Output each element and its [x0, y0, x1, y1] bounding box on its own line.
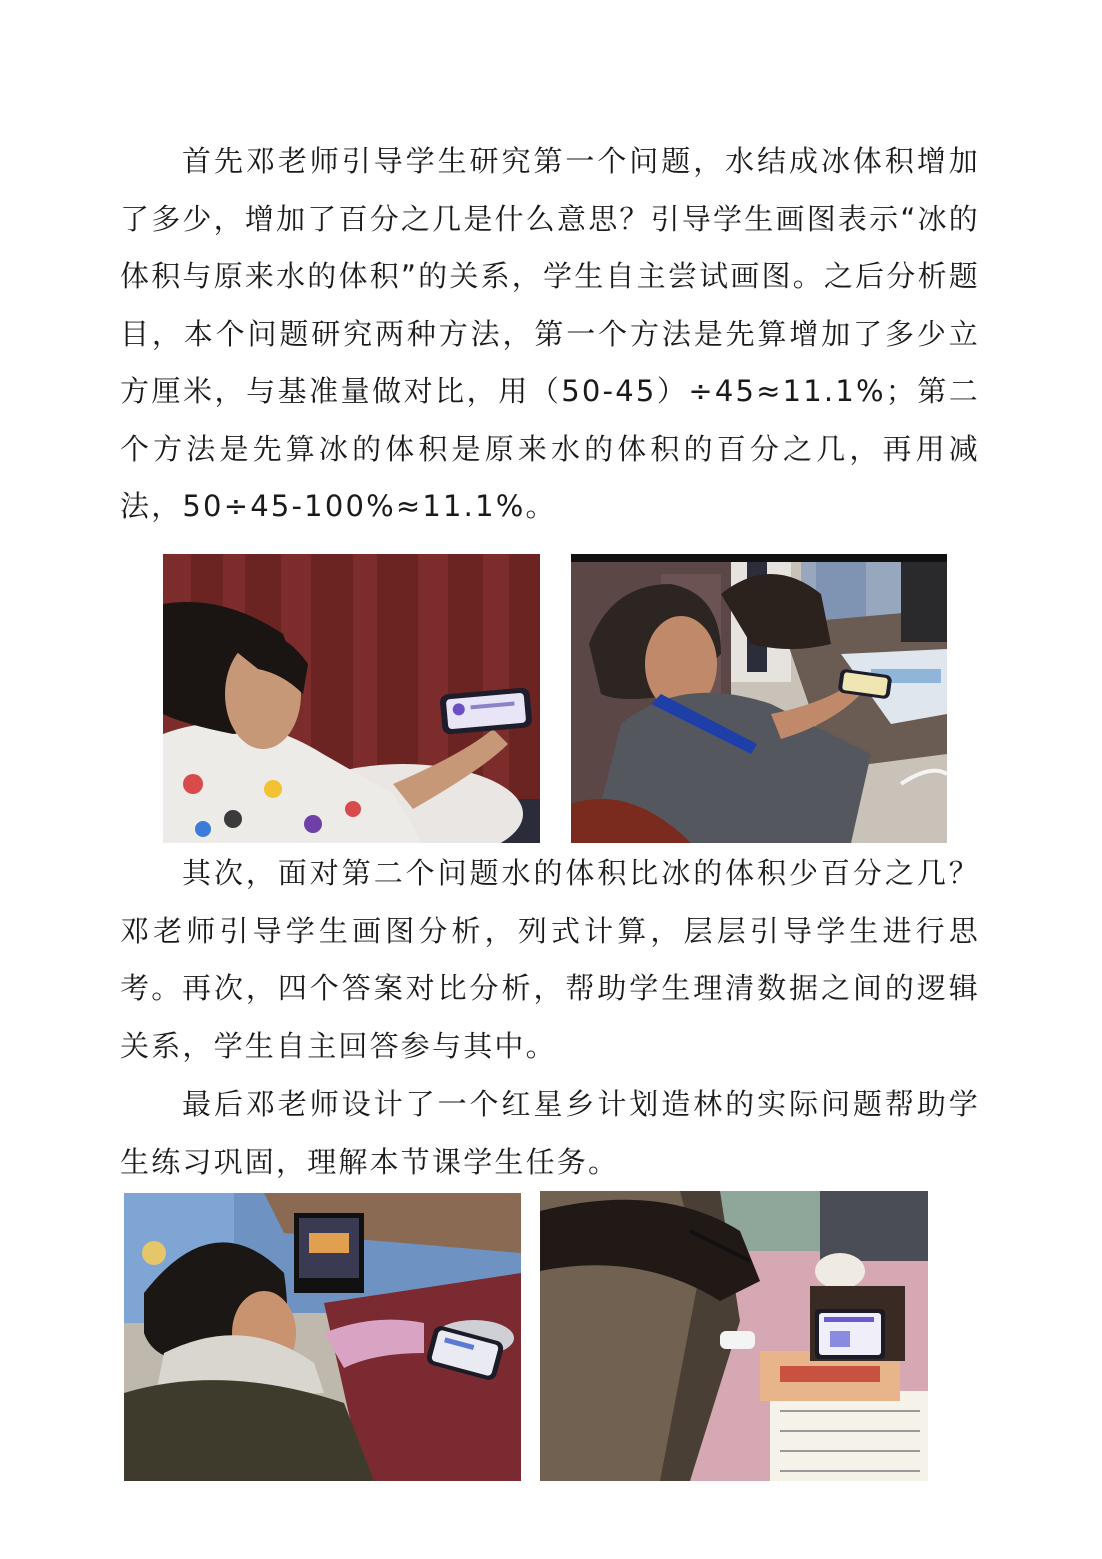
photo-teacher-desk	[571, 554, 947, 843]
photo-teacher-red-curtain	[163, 554, 540, 843]
photo-1-image	[163, 554, 540, 843]
photo-teacher-computer	[124, 1193, 521, 1481]
paragraph-2: 其次，面对第二个问题水的体积比冰的体积少百分之几？邓老师引导学生画图分析，列式计算，层层引导学生进行思考。	[120, 856, 980, 1005]
paragraph-3: 再次，四个答案对比分析，帮助学生理清数据之间的逻辑关系，学生自主回答参与其中。	[120, 971, 980, 1063]
photo-4-image	[540, 1191, 928, 1481]
photo-2-image	[571, 554, 947, 843]
photo-3-image	[124, 1193, 521, 1481]
paragraph-4: 最后邓老师设计了一个红星乡计划造林的实际问题帮助学生练习巩固，理解本节课学生任务。	[120, 1087, 980, 1179]
paragraph-1: 首先邓老师引导学生研究第一个问题，水结成冰体积增加了多少，增加了百分之几是什么意思？引导学生画图表示“冰的体积与原来水的体积”的关系，学生自主尝试画图。之后分析题目，本个问题研究两种方法，第一个方法是先算增加了多少立方厘米，与基准量做对比，用（50-45）÷45≈11.1%；第二个方法是先算冰的体积是原来水的体积的百分之几，再用减法，50÷45-100%≈11.1%。	[120, 144, 980, 523]
photo-student-phone-box	[540, 1191, 928, 1481]
